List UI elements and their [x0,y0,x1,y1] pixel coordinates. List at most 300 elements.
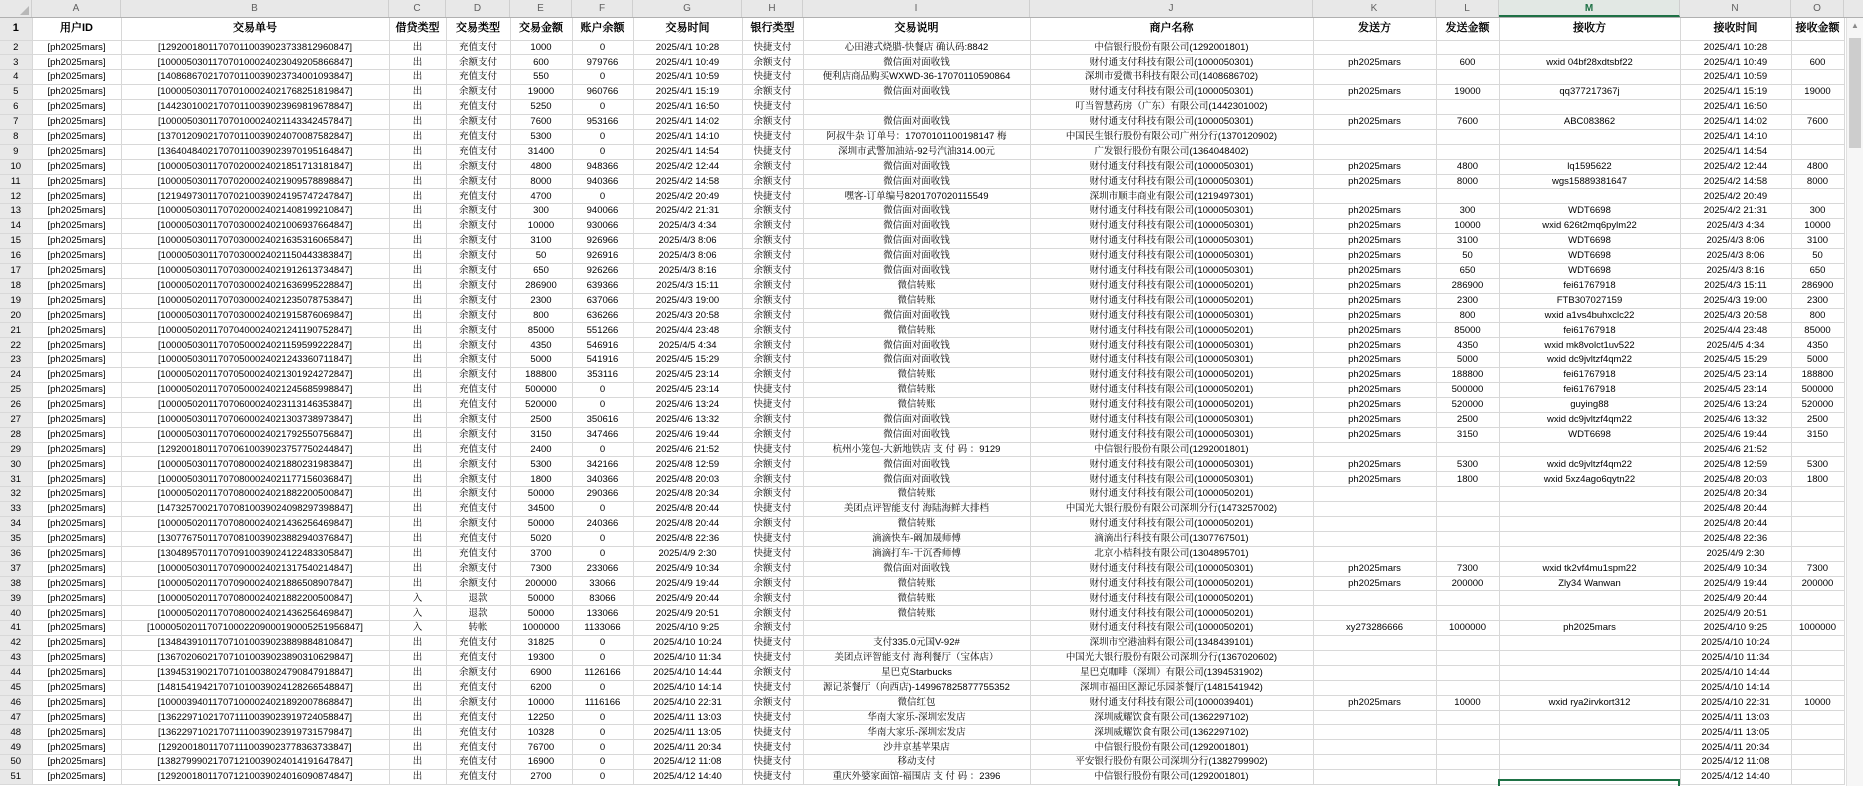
cell-M45[interactable] [1499,680,1680,695]
cell-B23[interactable]: [100005030117070500024021243360711847] [121,353,389,368]
cell-N46[interactable]: 2025/4/10 22:31 [1680,695,1791,710]
cell-I8[interactable]: 阿叔牛杂 订单号：17070101100198147 梅 [803,129,1030,144]
cell-C51[interactable]: 出 [389,770,446,785]
cell-M28[interactable]: WDT6698 [1499,427,1680,442]
cell-O22[interactable]: 4350 [1791,338,1844,353]
cell-O1[interactable]: 接收金额 [1791,18,1844,40]
cell-B13[interactable]: [100005030117070200024021408199210847] [121,204,389,219]
cell-H35[interactable]: 快捷支付 [742,531,803,546]
column-header-E[interactable]: E [510,0,572,17]
cell-E33[interactable]: 34500 [510,502,572,517]
cell-N37[interactable]: 2025/4/9 10:34 [1680,561,1791,576]
cell-N31[interactable]: 2025/4/8 20:03 [1680,472,1791,487]
cell-G36[interactable]: 2025/4/9 2:30 [633,546,742,561]
cell-M14[interactable]: wxid 626t2mq6pylm22 [1499,219,1680,234]
cell-F12[interactable]: 0 [572,189,633,204]
cell-E16[interactable]: 50 [510,248,572,263]
column-header-N[interactable]: N [1680,0,1791,17]
cell-M22[interactable]: wxid mk8volct1uv522 [1499,338,1680,353]
cell-O16[interactable]: 50 [1791,248,1844,263]
cell-E22[interactable]: 4350 [510,338,572,353]
cell-B47[interactable]: [136229710217071110039023919724058847] [121,710,389,725]
cell-A39[interactable]: [ph2025mars] [32,591,121,606]
cell-O51[interactable] [1791,770,1844,785]
cell-O19[interactable]: 2300 [1791,293,1844,308]
cell-J13[interactable]: 财付通支付科技有限公司(1000050301) [1030,204,1313,219]
cell-I3[interactable]: 微信面对面收钱 [803,55,1030,70]
cell-A43[interactable]: [ph2025mars] [32,651,121,666]
cell-J48[interactable]: 深圳威耀饮食有限公司(1362297102) [1030,725,1313,740]
cell-N50[interactable]: 2025/4/12 11:08 [1680,755,1791,770]
cell-M4[interactable] [1499,70,1680,85]
cell-K42[interactable] [1313,636,1436,651]
cell-I31[interactable]: 微信面对面收钱 [803,472,1030,487]
cell-B20[interactable]: [100005030117070300024021915876069847] [121,308,389,323]
cell-L45[interactable] [1436,680,1499,695]
cell-K46[interactable]: ph2025mars [1313,695,1436,710]
cell-B22[interactable]: [100005030117070500024021159599222847] [121,338,389,353]
cell-H12[interactable]: 快捷支付 [742,189,803,204]
cell-B4[interactable]: [140868670217070110039023734001093847] [121,70,389,85]
cell-M18[interactable]: fei61767918 [1499,278,1680,293]
cell-O34[interactable] [1791,517,1844,532]
cell-F18[interactable]: 639366 [572,278,633,293]
cell-H20[interactable]: 余额支付 [742,308,803,323]
cell-G26[interactable]: 2025/4/6 13:24 [633,397,742,412]
row-header-24[interactable]: 24 [0,368,32,383]
cell-O18[interactable]: 286900 [1791,278,1844,293]
cell-L18[interactable]: 286900 [1436,278,1499,293]
cell-E24[interactable]: 188800 [510,368,572,383]
cell-E40[interactable]: 50000 [510,606,572,621]
row-header-4[interactable]: 4 [0,70,32,85]
cell-K29[interactable] [1313,442,1436,457]
cell-B49[interactable]: [129200180117071110039023778363733847] [121,740,389,755]
cell-K2[interactable] [1313,40,1436,55]
cell-F3[interactable]: 979766 [572,55,633,70]
cell-N24[interactable]: 2025/4/5 23:14 [1680,368,1791,383]
cell-E30[interactable]: 5300 [510,457,572,472]
row-header-13[interactable]: 13 [0,204,32,219]
cell-I33[interactable]: 美团点评智能支付 海陆海鲜大排档 [803,502,1030,517]
cell-H34[interactable]: 余额支付 [742,517,803,532]
cell-E4[interactable]: 550 [510,70,572,85]
cell-K34[interactable] [1313,517,1436,532]
cell-L40[interactable] [1436,606,1499,621]
cell-E51[interactable]: 2700 [510,770,572,785]
cell-E47[interactable]: 12250 [510,710,572,725]
cell-E31[interactable]: 1800 [510,472,572,487]
cell-M21[interactable]: fei61767918 [1499,323,1680,338]
cell-L41[interactable]: 1000000 [1436,621,1499,636]
cell-E43[interactable]: 19300 [510,651,572,666]
cell-N13[interactable]: 2025/4/2 21:31 [1680,204,1791,219]
cell-I7[interactable]: 微信面对面收钱 [803,114,1030,129]
cell-F15[interactable]: 926966 [572,234,633,249]
cell-L35[interactable] [1436,531,1499,546]
cell-K7[interactable]: ph2025mars [1313,114,1436,129]
cell-G25[interactable]: 2025/4/5 23:14 [633,382,742,397]
cell-E35[interactable]: 5020 [510,531,572,546]
cell-J33[interactable]: 中国光大银行股份有限公司深圳分行(1473257002) [1030,502,1313,517]
cell-H3[interactable]: 余额支付 [742,55,803,70]
cell-D23[interactable]: 余额支付 [446,353,510,368]
cell-D14[interactable]: 余额支付 [446,219,510,234]
cell-F23[interactable]: 541916 [572,353,633,368]
cell-L2[interactable] [1436,40,1499,55]
cell-J18[interactable]: 财付通支付科技有限公司(1000050201) [1030,278,1313,293]
column-header-H[interactable]: H [742,0,803,17]
cell-N5[interactable]: 2025/4/1 15:19 [1680,85,1791,100]
cell-N45[interactable]: 2025/4/10 14:14 [1680,680,1791,695]
cell-K16[interactable]: ph2025mars [1313,248,1436,263]
row-header-20[interactable]: 20 [0,308,32,323]
cell-F16[interactable]: 926916 [572,248,633,263]
cell-A15[interactable]: [ph2025mars] [32,234,121,249]
row-header-26[interactable]: 26 [0,397,32,412]
cell-A25[interactable]: [ph2025mars] [32,382,121,397]
cell-J17[interactable]: 财付通支付科技有限公司(1000050301) [1030,263,1313,278]
cell-O43[interactable] [1791,651,1844,666]
vertical-scrollbar[interactable] [1846,18,1863,786]
cell-E18[interactable]: 286900 [510,278,572,293]
cell-O25[interactable]: 500000 [1791,382,1844,397]
cell-M50[interactable] [1499,755,1680,770]
cell-M12[interactable] [1499,189,1680,204]
cell-J34[interactable]: 财付通支付科技有限公司(1000050201) [1030,517,1313,532]
cell-C41[interactable]: 入 [389,621,446,636]
cell-B25[interactable]: [100005020117070500024021245685998847] [121,382,389,397]
cell-J37[interactable]: 财付通支付科技有限公司(1000050301) [1030,561,1313,576]
cell-I50[interactable]: 移动支付 [803,755,1030,770]
cell-M44[interactable] [1499,665,1680,680]
cell-F43[interactable]: 0 [572,651,633,666]
cell-D27[interactable]: 余额支付 [446,412,510,427]
cell-F14[interactable]: 930066 [572,219,633,234]
row-header-1[interactable]: 1 [0,18,32,40]
cell-I10[interactable]: 微信面对面收钱 [803,159,1030,174]
cell-D19[interactable]: 余额支付 [446,293,510,308]
cell-D34[interactable]: 余额支付 [446,517,510,532]
cell-E48[interactable]: 10328 [510,725,572,740]
cell-D48[interactable]: 充值支付 [446,725,510,740]
cell-F27[interactable]: 350616 [572,412,633,427]
cell-L37[interactable]: 7300 [1436,561,1499,576]
cell-D33[interactable]: 充值支付 [446,502,510,517]
cell-C48[interactable]: 出 [389,725,446,740]
cell-D40[interactable]: 退款 [446,606,510,621]
cell-B18[interactable]: [100005020117070300024021636995228847] [121,278,389,293]
cell-K39[interactable] [1313,591,1436,606]
cell-B7[interactable]: [100005030117070100024021143342457847] [121,114,389,129]
cell-N20[interactable]: 2025/4/3 20:58 [1680,308,1791,323]
cell-J35[interactable]: 滴滴出行科技有限公司(1307767501) [1030,531,1313,546]
cell-G35[interactable]: 2025/4/8 22:36 [633,531,742,546]
cell-N42[interactable]: 2025/4/10 10:24 [1680,636,1791,651]
scroll-up-icon[interactable]: ▲ [1851,21,1859,30]
cell-E10[interactable]: 4800 [510,159,572,174]
cell-I12[interactable]: 嘿客-订单编号8201707020115549 [803,189,1030,204]
column-header-O[interactable]: O [1791,0,1844,17]
cell-H6[interactable]: 快捷支付 [742,100,803,115]
cell-M40[interactable] [1499,606,1680,621]
row-header-50[interactable]: 50 [0,755,32,770]
cell-O21[interactable]: 85000 [1791,323,1844,338]
cell-H4[interactable]: 快捷支付 [742,70,803,85]
cell-L6[interactable] [1436,100,1499,115]
cell-K28[interactable]: ph2025mars [1313,427,1436,442]
cell-H32[interactable]: 余额支付 [742,487,803,502]
cell-E21[interactable]: 85000 [510,323,572,338]
cell-E49[interactable]: 76700 [510,740,572,755]
cell-B5[interactable]: [100005030117070100024021768251819847] [121,85,389,100]
cell-L17[interactable]: 650 [1436,263,1499,278]
cell-O31[interactable]: 1800 [1791,472,1844,487]
cell-L47[interactable] [1436,710,1499,725]
cell-K21[interactable]: ph2025mars [1313,323,1436,338]
cell-H8[interactable]: 快捷支付 [742,129,803,144]
row-header-44[interactable]: 44 [0,665,32,680]
cell-E34[interactable]: 50000 [510,517,572,532]
cell-O44[interactable] [1791,665,1844,680]
cell-H2[interactable]: 快捷支付 [742,40,803,55]
cell-C8[interactable]: 出 [389,129,446,144]
cell-J4[interactable]: 深圳市爱微书科技有限公司(1408686702) [1030,70,1313,85]
row-header-25[interactable]: 25 [0,382,32,397]
cell-A50[interactable]: [ph2025mars] [32,755,121,770]
cell-L33[interactable] [1436,502,1499,517]
cell-O30[interactable]: 5300 [1791,457,1844,472]
cell-G33[interactable]: 2025/4/8 20:44 [633,502,742,517]
cell-G1[interactable]: 交易时间 [633,18,742,40]
cell-B30[interactable]: [100005030117070800024021880231983847] [121,457,389,472]
cell-G41[interactable]: 2025/4/10 9:25 [633,621,742,636]
cell-A37[interactable]: [ph2025mars] [32,561,121,576]
cell-O32[interactable] [1791,487,1844,502]
row-header-43[interactable]: 43 [0,651,32,666]
cell-J6[interactable]: 叮当智慧药房（广东）有限公司(1442301002) [1030,100,1313,115]
cell-E37[interactable]: 7300 [510,561,572,576]
cell-E46[interactable]: 10000 [510,695,572,710]
cell-O7[interactable]: 7600 [1791,114,1844,129]
cell-G3[interactable]: 2025/4/1 10:49 [633,55,742,70]
cell-I22[interactable]: 微信面对面收钱 [803,338,1030,353]
cell-A29[interactable]: [ph2025mars] [32,442,121,457]
row-header-42[interactable]: 42 [0,636,32,651]
cell-A38[interactable]: [ph2025mars] [32,576,121,591]
cell-I11[interactable]: 微信面对面收钱 [803,174,1030,189]
cell-A26[interactable]: [ph2025mars] [32,397,121,412]
cell-L10[interactable]: 4800 [1436,159,1499,174]
cell-E11[interactable]: 8000 [510,174,572,189]
cell-F42[interactable]: 0 [572,636,633,651]
cell-A28[interactable]: [ph2025mars] [32,427,121,442]
cell-G40[interactable]: 2025/4/9 20:51 [633,606,742,621]
cell-J24[interactable]: 财付通支付科技有限公司(1000050201) [1030,368,1313,383]
cell-G14[interactable]: 2025/4/3 4:34 [633,219,742,234]
cell-O50[interactable] [1791,755,1844,770]
cell-C33[interactable]: 出 [389,502,446,517]
cell-K20[interactable]: ph2025mars [1313,308,1436,323]
cell-C32[interactable]: 出 [389,487,446,502]
cell-J12[interactable]: 深圳市顺丰商业有限公司(1219497301) [1030,189,1313,204]
cell-A18[interactable]: [ph2025mars] [32,278,121,293]
cell-L7[interactable]: 7600 [1436,114,1499,129]
cell-N36[interactable]: 2025/4/9 2:30 [1680,546,1791,561]
cell-H22[interactable]: 余额支付 [742,338,803,353]
cell-D37[interactable]: 余额支付 [446,561,510,576]
cell-A36[interactable]: [ph2025mars] [32,546,121,561]
cell-L23[interactable]: 5000 [1436,353,1499,368]
cell-L51[interactable] [1436,770,1499,785]
cell-O37[interactable]: 7300 [1791,561,1844,576]
cell-H5[interactable]: 余额支付 [742,85,803,100]
cell-G5[interactable]: 2025/4/1 15:19 [633,85,742,100]
cell-C9[interactable]: 出 [389,144,446,159]
cell-H13[interactable]: 余额支付 [742,204,803,219]
cell-M25[interactable]: fei61767918 [1499,382,1680,397]
cell-A11[interactable]: [ph2025mars] [32,174,121,189]
cell-I19[interactable]: 微信转账 [803,293,1030,308]
cell-M41[interactable]: ph2025mars [1499,621,1680,636]
column-header-J[interactable]: J [1030,0,1313,17]
cell-C23[interactable]: 出 [389,353,446,368]
cell-H46[interactable]: 余额支付 [742,695,803,710]
cell-D10[interactable]: 余额支付 [446,159,510,174]
cell-A7[interactable]: [ph2025mars] [32,114,121,129]
cell-C19[interactable]: 出 [389,293,446,308]
cell-C1[interactable]: 借贷类型 [389,18,446,40]
cell-B21[interactable]: [100005020117070400024021241190752847] [121,323,389,338]
cell-C20[interactable]: 出 [389,308,446,323]
cell-D39[interactable]: 退款 [446,591,510,606]
cell-O27[interactable]: 2500 [1791,412,1844,427]
cell-M15[interactable]: WDT6698 [1499,234,1680,249]
cell-A20[interactable]: [ph2025mars] [32,308,121,323]
row-header-10[interactable]: 10 [0,159,32,174]
cell-I30[interactable]: 微信面对面收钱 [803,457,1030,472]
cell-B46[interactable]: [100003940117071000024021892007868847] [121,695,389,710]
cell-D18[interactable]: 余额支付 [446,278,510,293]
cell-I2[interactable]: 心田港式烧腊-快餐店 确认码:8842 [803,40,1030,55]
cell-J8[interactable]: 中国民生银行股份有限公司广州分行(1370120902) [1030,129,1313,144]
cell-I37[interactable]: 微信面对面收钱 [803,561,1030,576]
cell-J30[interactable]: 财付通支付科技有限公司(1000050301) [1030,457,1313,472]
cell-E1[interactable]: 交易金额 [510,18,572,40]
cell-J43[interactable]: 中国光大银行股份有限公司深圳分行(1367020602) [1030,651,1313,666]
cell-M29[interactable] [1499,442,1680,457]
cell-A17[interactable]: [ph2025mars] [32,263,121,278]
cell-H29[interactable]: 快捷支付 [742,442,803,457]
cell-D43[interactable]: 充值支付 [446,651,510,666]
cell-F47[interactable]: 0 [572,710,633,725]
cell-L28[interactable]: 3150 [1436,427,1499,442]
cell-K6[interactable] [1313,100,1436,115]
cell-B37[interactable]: [100005030117070900024021317540214847] [121,561,389,576]
cell-G21[interactable]: 2025/4/4 23:48 [633,323,742,338]
cell-O49[interactable] [1791,740,1844,755]
cell-M48[interactable] [1499,725,1680,740]
cell-O26[interactable]: 520000 [1791,397,1844,412]
cell-D13[interactable]: 余额支付 [446,204,510,219]
cell-G27[interactable]: 2025/4/6 13:32 [633,412,742,427]
cell-G8[interactable]: 2025/4/1 14:10 [633,129,742,144]
cell-H19[interactable]: 余额支付 [742,293,803,308]
row-header-40[interactable]: 40 [0,606,32,621]
cell-B42[interactable]: [134843910117071010039023889884810847] [121,636,389,651]
cell-M36[interactable] [1499,546,1680,561]
cell-M1[interactable]: 接收方 [1499,18,1680,40]
cell-H24[interactable]: 余额支付 [742,368,803,383]
cell-G44[interactable]: 2025/4/10 14:44 [633,665,742,680]
cell-L31[interactable]: 1800 [1436,472,1499,487]
cell-K50[interactable] [1313,755,1436,770]
cell-D12[interactable]: 充值支付 [446,189,510,204]
cell-E44[interactable]: 6900 [510,665,572,680]
cell-L9[interactable] [1436,144,1499,159]
row-header-18[interactable]: 18 [0,278,32,293]
cell-I47[interactable]: 华南大家乐-深圳宏发店 [803,710,1030,725]
cell-G38[interactable]: 2025/4/9 19:44 [633,576,742,591]
cell-K32[interactable] [1313,487,1436,502]
row-header-19[interactable]: 19 [0,293,32,308]
cell-H47[interactable]: 快捷支付 [742,710,803,725]
cell-O41[interactable]: 1000000 [1791,621,1844,636]
cell-G37[interactable]: 2025/4/9 10:34 [633,561,742,576]
row-header-38[interactable]: 38 [0,576,32,591]
cell-B8[interactable]: [137012090217070110039024070087582847] [121,129,389,144]
cell-C27[interactable]: 出 [389,412,446,427]
cell-C46[interactable]: 出 [389,695,446,710]
cell-L34[interactable] [1436,517,1499,532]
cell-J45[interactable]: 深圳市福田区源记乐园茶餐厅(1481541942) [1030,680,1313,695]
cell-A9[interactable]: [ph2025mars] [32,144,121,159]
cell-D44[interactable]: 余额支付 [446,665,510,680]
row-header-30[interactable]: 30 [0,457,32,472]
column-header-F[interactable]: F [572,0,633,17]
cell-O28[interactable]: 3150 [1791,427,1844,442]
cell-G9[interactable]: 2025/4/1 14:54 [633,144,742,159]
row-header-34[interactable]: 34 [0,517,32,532]
cell-J29[interactable]: 中信银行股份有限公司(1292001801) [1030,442,1313,457]
cell-B29[interactable]: [129200180117070610039023757750244847] [121,442,389,457]
row-header-6[interactable]: 6 [0,100,32,115]
cell-G4[interactable]: 2025/4/1 10:59 [633,70,742,85]
cell-I39[interactable]: 微信转账 [803,591,1030,606]
cell-C16[interactable]: 出 [389,248,446,263]
cell-H41[interactable]: 余额支付 [742,621,803,636]
cell-F8[interactable]: 0 [572,129,633,144]
cell-F25[interactable]: 0 [572,382,633,397]
cell-C18[interactable]: 出 [389,278,446,293]
cell-N47[interactable]: 2025/4/11 13:03 [1680,710,1791,725]
cell-L4[interactable] [1436,70,1499,85]
cell-G10[interactable]: 2025/4/2 12:44 [633,159,742,174]
cell-C37[interactable]: 出 [389,561,446,576]
cell-E50[interactable]: 16900 [510,755,572,770]
cell-H42[interactable]: 快捷支付 [742,636,803,651]
cell-A40[interactable]: [ph2025mars] [32,606,121,621]
cell-K40[interactable] [1313,606,1436,621]
cell-N49[interactable]: 2025/4/11 20:34 [1680,740,1791,755]
cell-C44[interactable]: 出 [389,665,446,680]
cell-C42[interactable]: 出 [389,636,446,651]
cell-B17[interactable]: [100005030117070300024021912613734847] [121,263,389,278]
scrollbar-thumb[interactable] [1849,38,1861,148]
cell-J11[interactable]: 财付通支付科技有限公司(1000050301) [1030,174,1313,189]
cell-I9[interactable]: 深圳市武警加油站-92号汽油314.00元 [803,144,1030,159]
cell-J46[interactable]: 财付通支付科技有限公司(1000039401) [1030,695,1313,710]
